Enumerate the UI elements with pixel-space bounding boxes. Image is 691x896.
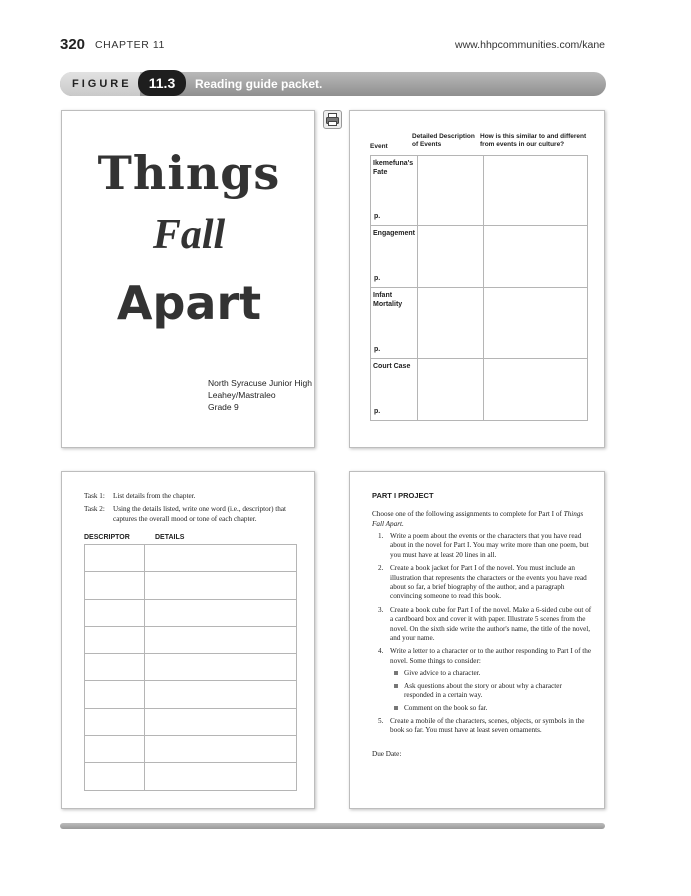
project-book-title: Things Fall Apart. xyxy=(372,510,584,528)
table-row xyxy=(85,654,297,681)
cover-grade: Grade 9 xyxy=(208,402,239,412)
event-page: p. xyxy=(374,346,381,353)
list-item: 3. Create a book cube for Part I of the novel. Make a 6-sided cube out of a cardboard box and cover it with paper. Illustrate 5 scenes from the novel. On the sixth side write the author's name, the title of the novel, and your name. xyxy=(378,605,592,643)
list-item: 4. Write a letter to a character or to the author responding to Part I of the novel. Some things to consider: xyxy=(378,647,592,665)
table-row xyxy=(85,626,297,653)
descriptor-worksheet xyxy=(61,471,315,809)
figure-label: FIGURE xyxy=(60,72,140,96)
col-comparison-header: How is this similar to and different from events in our culture? xyxy=(480,133,587,148)
chapter-label: CHAPTER 11 xyxy=(95,39,165,51)
events-table xyxy=(370,155,588,421)
table-row xyxy=(371,359,588,421)
cover-title-line1: Things xyxy=(97,146,281,200)
footer-bar xyxy=(60,823,605,829)
event-name: Engagement xyxy=(373,230,416,237)
list-item: 1. Write a poem about the events or the characters that you have read about in the novel for Part I. You may write more than one poem, but you must have at least 20 lines in all. xyxy=(378,532,589,559)
table-row xyxy=(85,599,297,626)
table-row xyxy=(85,572,297,599)
cover-school: North Syracuse Junior High xyxy=(208,378,312,388)
task-2 xyxy=(84,504,299,524)
list-item: 2. Create a book jacket for Part I of the novel. You must include an illustration that represents the characters or the events you have read about so far, a brief biography of the author, and a paragraph convincing someone to read this book. xyxy=(378,564,587,601)
table-row xyxy=(371,288,588,359)
bullet-icon xyxy=(394,684,398,688)
task-2-label: Task 2: xyxy=(84,505,105,513)
table-row xyxy=(85,708,297,735)
events-worksheet xyxy=(349,110,605,448)
sub-list-item: Comment on the book so far. xyxy=(372,704,592,713)
table-row xyxy=(85,763,297,790)
event-page: p. xyxy=(374,213,381,220)
due-date-label: Due Date: xyxy=(372,750,402,758)
table-row xyxy=(85,736,297,763)
project-worksheet xyxy=(349,471,605,809)
table-row xyxy=(85,681,297,708)
figure-number: 11.3 xyxy=(138,70,186,96)
task-1-label: Task 1: xyxy=(84,492,105,500)
event-page: p. xyxy=(374,408,381,415)
col-details-header: DETAILS xyxy=(155,534,185,541)
list-item: 5. Create a mobile of the characters, scenes, objects, or symbols in the book so far. You must have at least seven ornaments. xyxy=(378,716,585,735)
col-event-header: Event xyxy=(370,143,388,150)
event-name: Court Case xyxy=(373,363,411,370)
cover-title-line2: Fall xyxy=(152,212,226,258)
table-row xyxy=(371,226,588,288)
cover-teachers: Leahey/Mastraleo xyxy=(208,390,276,400)
sub-list-item: Ask questions about the story or about why a character responded in a certain way. xyxy=(372,682,592,701)
cover-school-info xyxy=(208,377,312,413)
project-list xyxy=(372,532,592,740)
task-1-text: List details from the chapter. xyxy=(113,492,196,500)
descriptor-table xyxy=(84,544,297,791)
event-name: Infant Mortality xyxy=(373,292,403,308)
cover-title-line3: Apart xyxy=(116,276,262,330)
event-name: Ikemefuna's Fate xyxy=(373,160,414,176)
figure-title: Reading guide packet. xyxy=(195,77,323,91)
task-2-text: Using the details listed, write one word (i.e., descriptor) that captures the overall mood or tone of each chapter. xyxy=(113,505,287,523)
task-1 xyxy=(84,491,195,501)
bullet-icon xyxy=(394,706,398,710)
col-description-header: Detailed Description of Events xyxy=(412,133,475,148)
project-title: PART I PROJECT xyxy=(372,491,434,500)
sub-list-item: Give advice to a character. xyxy=(372,669,592,678)
printer-icon[interactable] xyxy=(323,110,342,129)
event-page: p. xyxy=(374,275,381,282)
bullet-icon xyxy=(394,671,398,675)
page-number: 320 xyxy=(60,36,86,53)
project-intro xyxy=(372,509,592,529)
website-url: www.hhpcommunities.com/kane xyxy=(455,39,605,51)
cover-page xyxy=(61,110,315,448)
project-intro-text: Choose one of the following assignments to complete for Part I of xyxy=(372,510,562,518)
table-row xyxy=(85,545,297,572)
col-descriptor-header: DESCRIPTOR xyxy=(84,534,130,541)
table-row xyxy=(371,156,588,226)
